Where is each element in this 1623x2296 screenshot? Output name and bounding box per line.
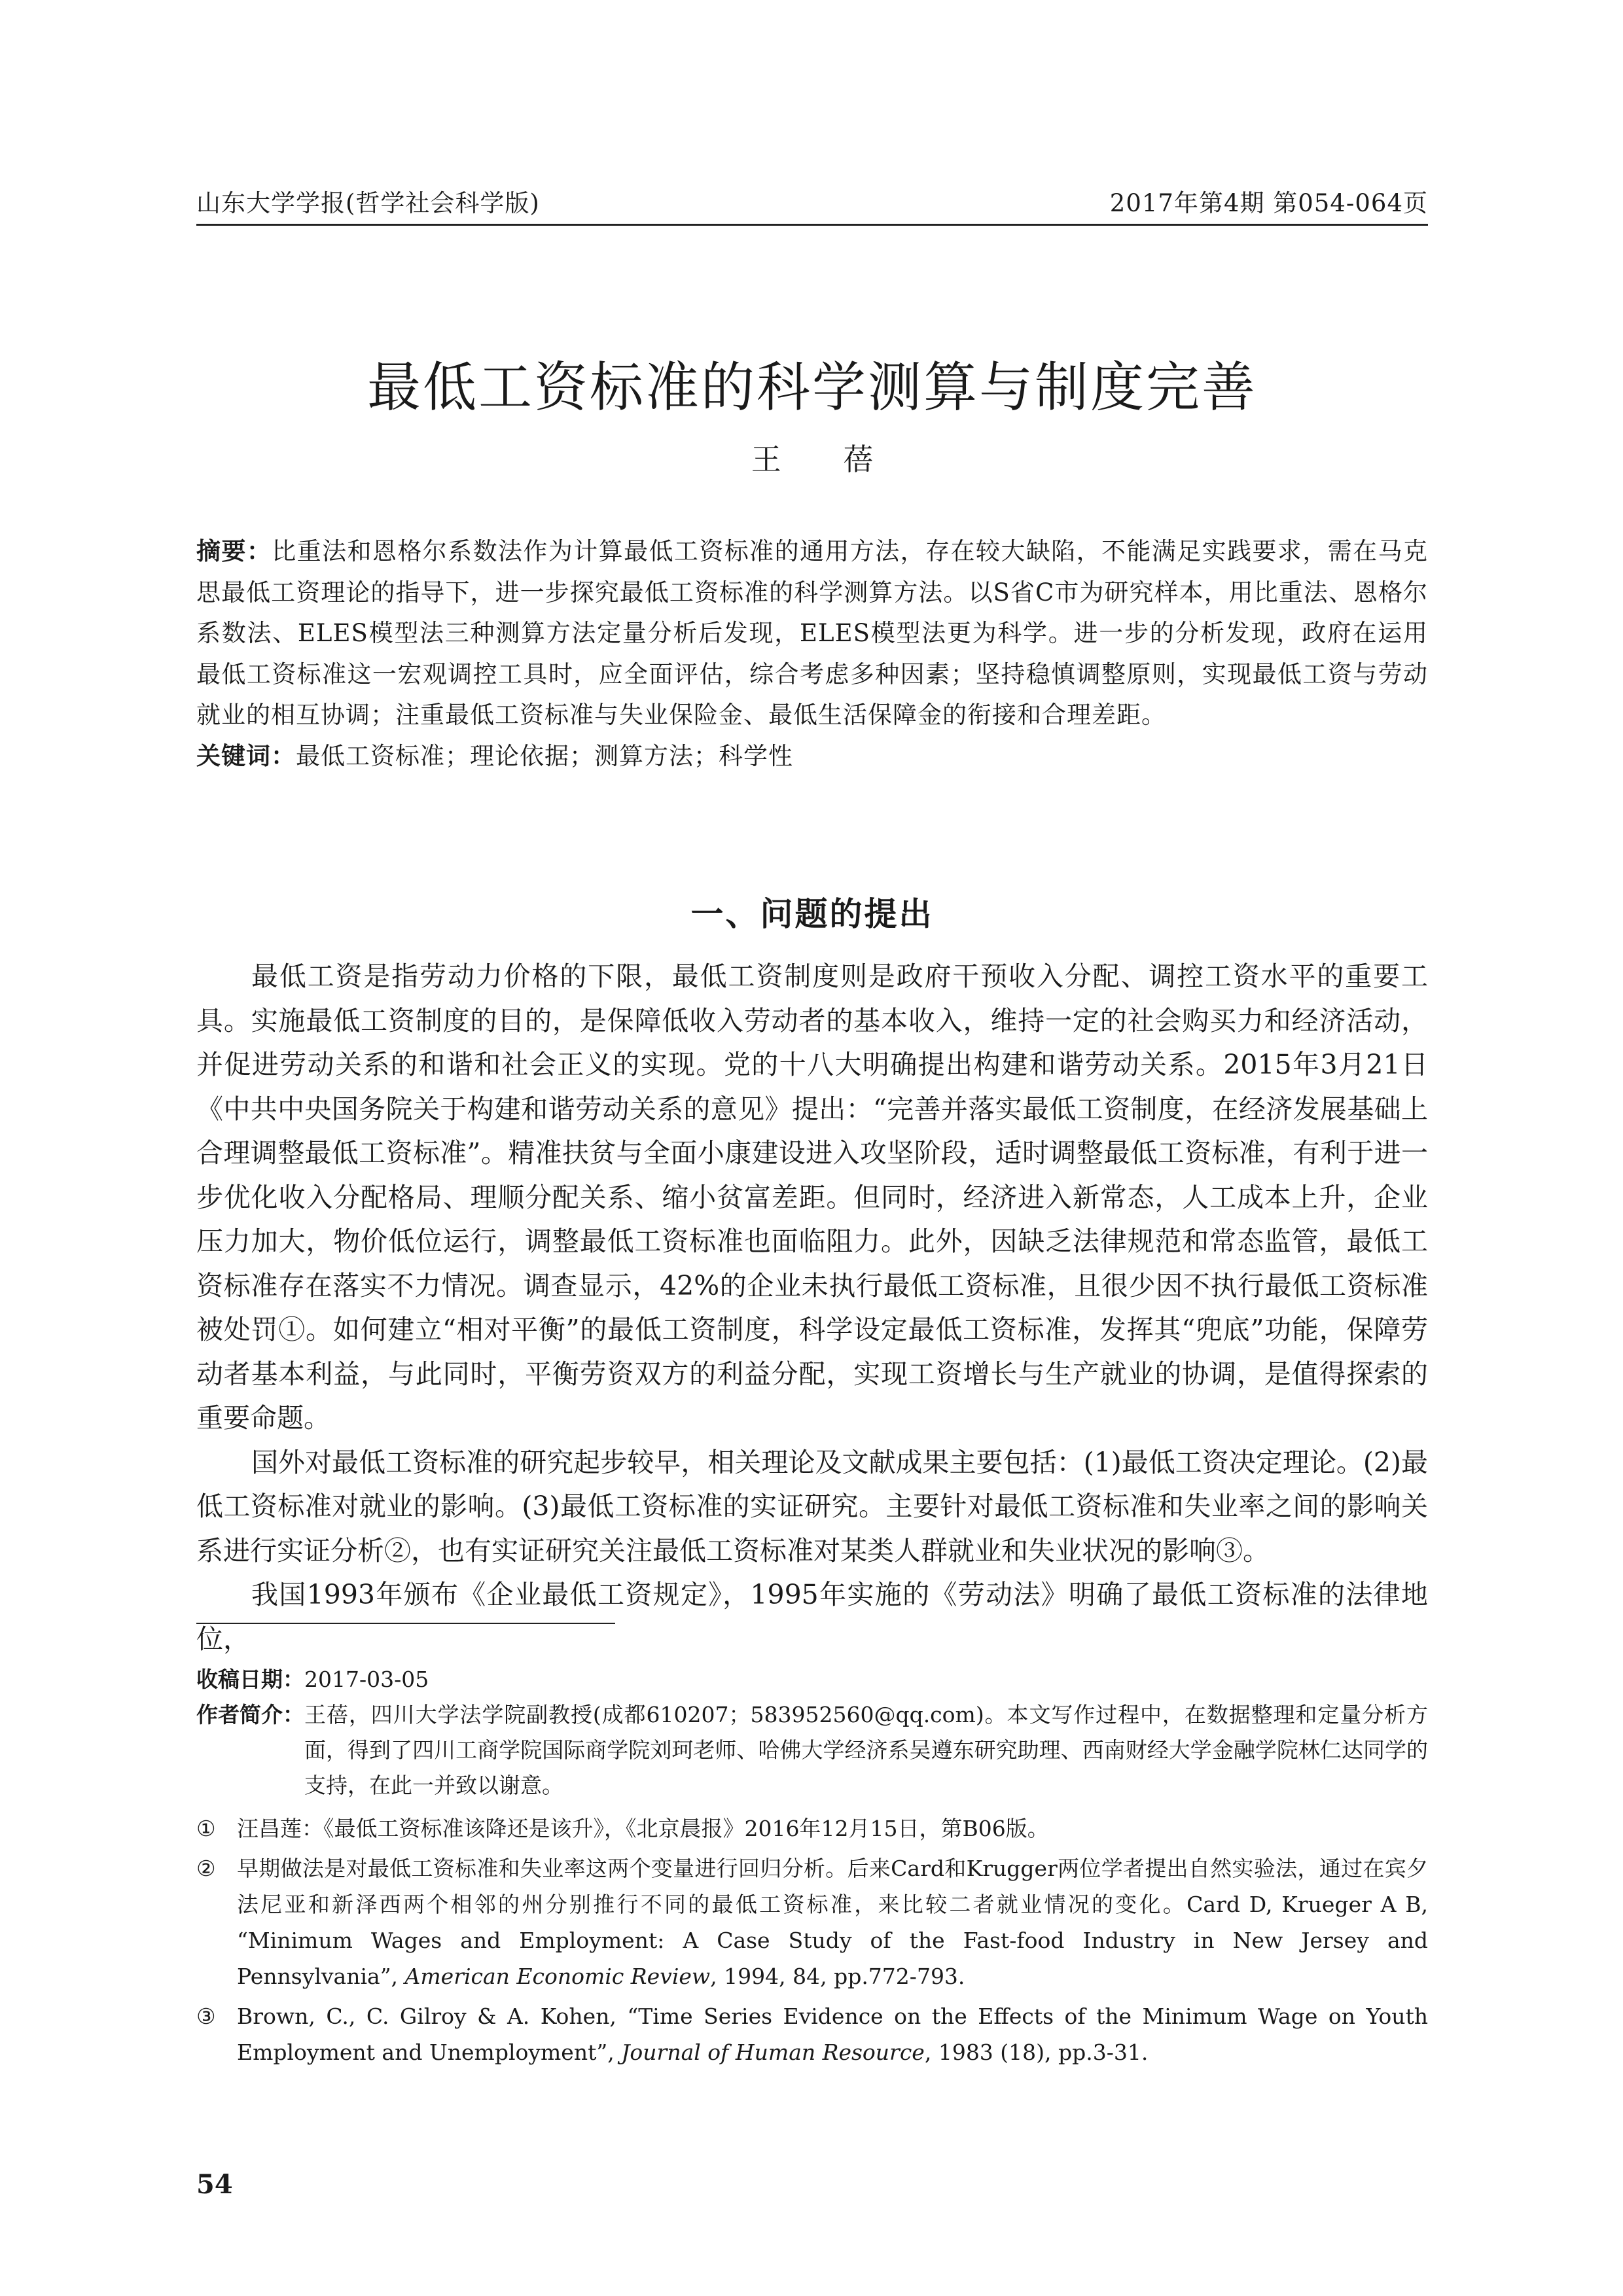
journal-name: 山东大学学报(哲学社会科学版) [196,189,540,217]
footnote-1 [196,1810,1428,1846]
footnote-text-tail: , 1994, 84, pp.772-793. [710,1964,965,1989]
abstract-text: 比重法和恩格尔系数法作为计算最低工资标准的通用方法，存在较大缺陷，不能满足实践要求，需在马克思最低工资理论的指导下，进一步探究最低工资标准的科学测算方法。以S省C市为研究样本，用比重法、恩格尔系数法、ELES模型法三种测算方法定量分析后发现，ELES模型法更为科学。进一步的分析发现，政府在运用最低工资标准这一宏观调控工具时，应全面评估，综合考虑多种因素；坚持稳慎调整原则，实现最低工资与劳动就业的相互协调；注重最低工资标准与失业保险金、最低生活保障金的衔接和合理差距。 [196,537,1428,729]
received-label: 收稿日期： [196,1667,304,1692]
author-name: 王 蓓 [751,442,900,477]
footnote-text-tail: , 1983 (18), pp.3-31. [924,2040,1149,2065]
author-info-label: 作者简介： [196,1702,304,1727]
body-paragraph: 最低工资是指劳动力价格的下限，最低工资制度则是政府干预收入分配、调控工资水平的重要工具。实施最低工资制度的目的，是保障低收入劳动者的基本收入，维持一定的社会购买力和经济活动，并促进劳动关系的和谐和社会正义的实现。党的十八大明确提出构建和谐劳动关系。2015年3月21日《中共中央国务院关于构建和谐劳动关系的意见》提出：“完善并落实最低工资制度，在经济发展基础上合理调整最低工资标准”。精准扶贫与全面小康建设进入攻坚阶段，适时调整最低工资标准，有利于进一步优化收入分配格局、理顺分配关系、缩小贫富差距。但同时，经济进入新常态，人工成本上升，企业压力加大，物价低位运行，调整最低工资标准也面临阻力。此外，因缺乏法律规范和常态监管，最低工资标准存在落实不力情况。调查显示，42%的企业未执行最低工资标准，且很少因不执行最低工资标准被处罚①。如何建立“相对平衡”的最低工资制度，科学设定最低工资标准，发挥其“兜底”功能，保障劳动者基本利益，与此同时，平衡劳资双方的利益分配，实现工资增长与生产就业的协调，是值得探索的重要命题。 [196,961,1428,1434]
footnote-marker: ② [196,1856,216,1881]
abstract [196,531,1428,736]
footnote-marker: ③ [196,2004,216,2029]
page-number: 54 [196,2169,233,2200]
footnote-3 [196,1998,1428,2070]
footnote-text-main: Brown, C., C. Gilroy & A. Kohen, “Time Series Evidence on the Effects of the Minimum Wage on Youth Employment and Unemployment”, [237,2004,1428,2065]
keywords-text: 最低工资标准；理论依据；测算方法；科学性 [296,742,793,770]
footnote-2 [196,1850,1428,1994]
footnote-text [237,1810,1428,1846]
footnotes [196,1810,1428,2074]
author-info-row [196,1697,1428,1803]
received-date-row [196,1662,1428,1697]
article-title: 最低工资标准的科学测算与制度完善 [366,356,1257,419]
footnote-text-main: 早期做法是对最低工资标准和失业率这两个变量进行回归分析。后来Card和Krugger两位学者提出自然实验法，通过在宾夕法尼亚和新泽西两个相邻的州分别推行不同的最低工资标准，来比较二者就业情况的变化。Card D, Krueger A B, “Minimum Wages and Employment: A Case Study of the Fast-food Industry in New Jersey and Pennsylvania”, [237,1856,1428,1989]
body-paragraph: 我国1993年颁布《企业最低工资规定》，1995年实施的《劳动法》明确了最低工资标准的法律地位， [196,1579,1428,1655]
body-paragraph: 国外对最低工资标准的研究起步较早，相关理论及文献成果主要包括：(1)最低工资决定理论。(2)最低工资标准对就业的影响。(3)最低工资标准的实证研究。主要针对最低工资标准和失业率之间的影响关系进行实证分析②，也有实证研究关注最低工资标准对某类人群就业和失业状况的影响③。 [196,1446,1428,1566]
section-heading: 一、问题的提出 [690,894,934,933]
abstract-label: 摘要： [196,537,272,565]
author-info: 王蓓，四川大学法学院副教授(成都610207；583952560@qq.com)。本文写作过程中，在数据整理和定量分析方面，得到了四川工商学院国际商学院刘珂老师、哈佛大学经济系吴遵东研究助理、西南财经大学金融学院林仁达同学的支持，在此一并致以谢意。 [304,1702,1428,1798]
footnote-rule [196,1623,615,1624]
received-date: 2017-03-05 [304,1667,429,1692]
keywords [196,736,1428,777]
footnote-text [237,1850,1428,1994]
article-notes [196,1662,1428,1803]
footnote-journal: Journal of Human Resource [621,2040,925,2065]
running-header [196,181,1428,219]
footnote-journal: American Economic Review [404,1964,711,1989]
header-rule [196,224,1428,226]
body-text [196,955,1428,1661]
footnote-text [237,1998,1428,2070]
footnote-text-main: 汪昌莲：《最低工资标准该降还是该升》，《北京晨报》2016年12月15日，第B06版。 [237,1816,1049,1841]
keywords-label: 关键词： [196,742,296,770]
footnote-marker: ① [196,1816,216,1841]
issue-pages: 2017年第4期 第054-064页 [1109,189,1428,217]
